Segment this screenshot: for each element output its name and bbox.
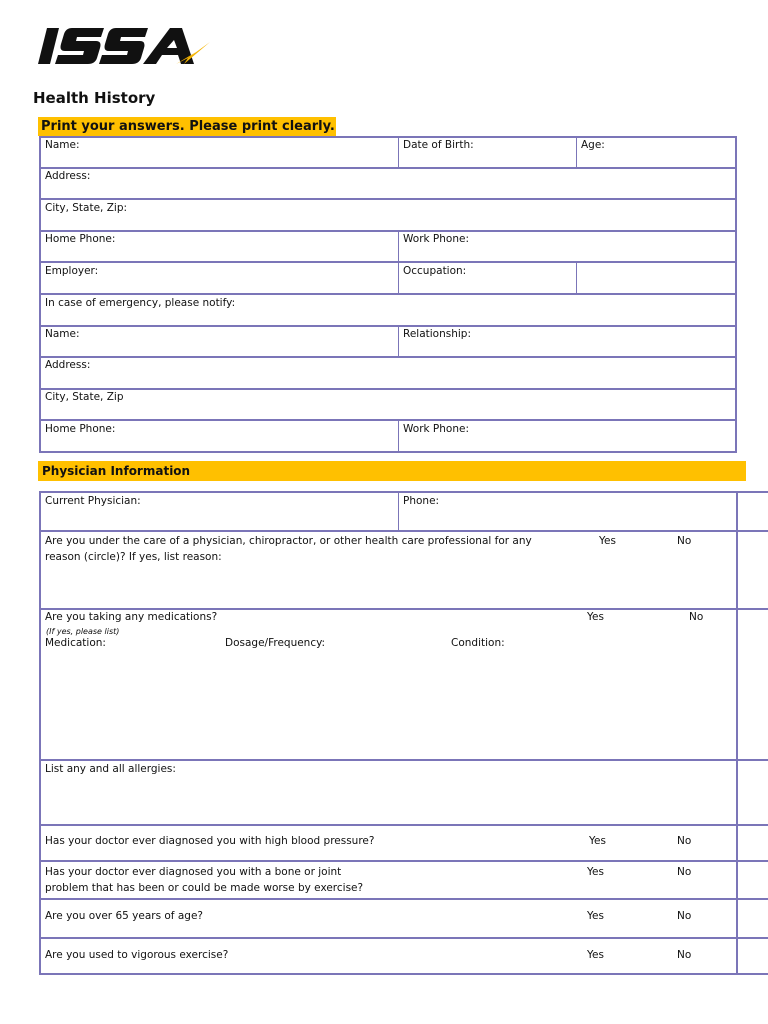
care-question: Are you under the care of a physician, chiropractor, or other health care professional for any reason (circle)? If yes, list reason: bbox=[45, 535, 532, 563]
emergency-name-field[interactable]: Name: bbox=[45, 328, 80, 340]
bp-yes-option[interactable]: Yes bbox=[589, 835, 606, 847]
physician-phone-field[interactable]: Phone: bbox=[403, 495, 440, 507]
emergency-home-phone-field[interactable]: Home Phone: bbox=[45, 423, 116, 435]
emergency-heading: In case of emergency, please notify: bbox=[45, 297, 236, 309]
vigorous-exercise-question: Are you used to vigorous exercise? bbox=[45, 949, 229, 961]
care-no-option[interactable]: No bbox=[677, 535, 692, 547]
bone-yes-option[interactable]: Yes bbox=[587, 866, 604, 878]
emergency-work-phone-field[interactable]: Work Phone: bbox=[403, 423, 469, 435]
issa-logo bbox=[38, 24, 210, 70]
care-yes-option[interactable]: Yes bbox=[599, 535, 616, 547]
allergies-field[interactable]: List any and all allergies: bbox=[45, 763, 176, 775]
meds-yes-option[interactable]: Yes bbox=[587, 611, 604, 623]
city-field[interactable]: City, State, Zip: bbox=[45, 202, 128, 214]
page-title: Health History bbox=[33, 89, 156, 107]
bone-joint-question: Has your doctor ever diagnosed you with a bone or joint problem that has been or could be made worse by exercise? bbox=[45, 866, 364, 894]
dob-field[interactable]: Date of Birth: bbox=[403, 139, 474, 151]
age-no-option[interactable]: No bbox=[677, 910, 692, 922]
occupation-field[interactable]: Occupation: bbox=[403, 265, 467, 277]
vig-no-option[interactable]: No bbox=[677, 949, 692, 961]
home-phone-field[interactable]: Home Phone: bbox=[45, 233, 116, 245]
relationship-field[interactable]: Relationship: bbox=[403, 328, 471, 340]
instructions-banner: Print your answers. Please print clearly. bbox=[38, 117, 336, 136]
address-field[interactable]: Address: bbox=[45, 170, 91, 182]
vig-yes-option[interactable]: Yes bbox=[587, 949, 604, 961]
meds-no-option[interactable]: No bbox=[689, 611, 704, 623]
current-physician-field[interactable]: Current Physician: bbox=[45, 495, 141, 507]
employer-field[interactable]: Employer: bbox=[45, 265, 99, 277]
age-field[interactable]: Age: bbox=[581, 139, 605, 151]
dosage-column-label: Dosage/Frequency: bbox=[225, 637, 326, 649]
medications-question: Are you taking any medications? bbox=[45, 611, 218, 623]
medications-hint: (If yes, please list) bbox=[46, 627, 120, 636]
condition-column-label: Condition: bbox=[451, 637, 505, 649]
name-field[interactable]: Name: bbox=[45, 139, 80, 151]
blood-pressure-question: Has your doctor ever diagnosed you with high blood pressure? bbox=[45, 835, 375, 847]
bp-no-option[interactable]: No bbox=[677, 835, 692, 847]
over-65-question: Are you over 65 years of age? bbox=[45, 910, 203, 922]
age-yes-option[interactable]: Yes bbox=[587, 910, 604, 922]
medication-column-label: Medication: bbox=[45, 637, 106, 649]
bone-no-option[interactable]: No bbox=[677, 866, 692, 878]
emergency-address-field[interactable]: Address: bbox=[45, 359, 91, 371]
physician-section-header: Physician Information bbox=[38, 461, 746, 481]
emergency-city-field[interactable]: City, State, Zip bbox=[45, 391, 124, 403]
work-phone-field[interactable]: Work Phone: bbox=[403, 233, 469, 245]
